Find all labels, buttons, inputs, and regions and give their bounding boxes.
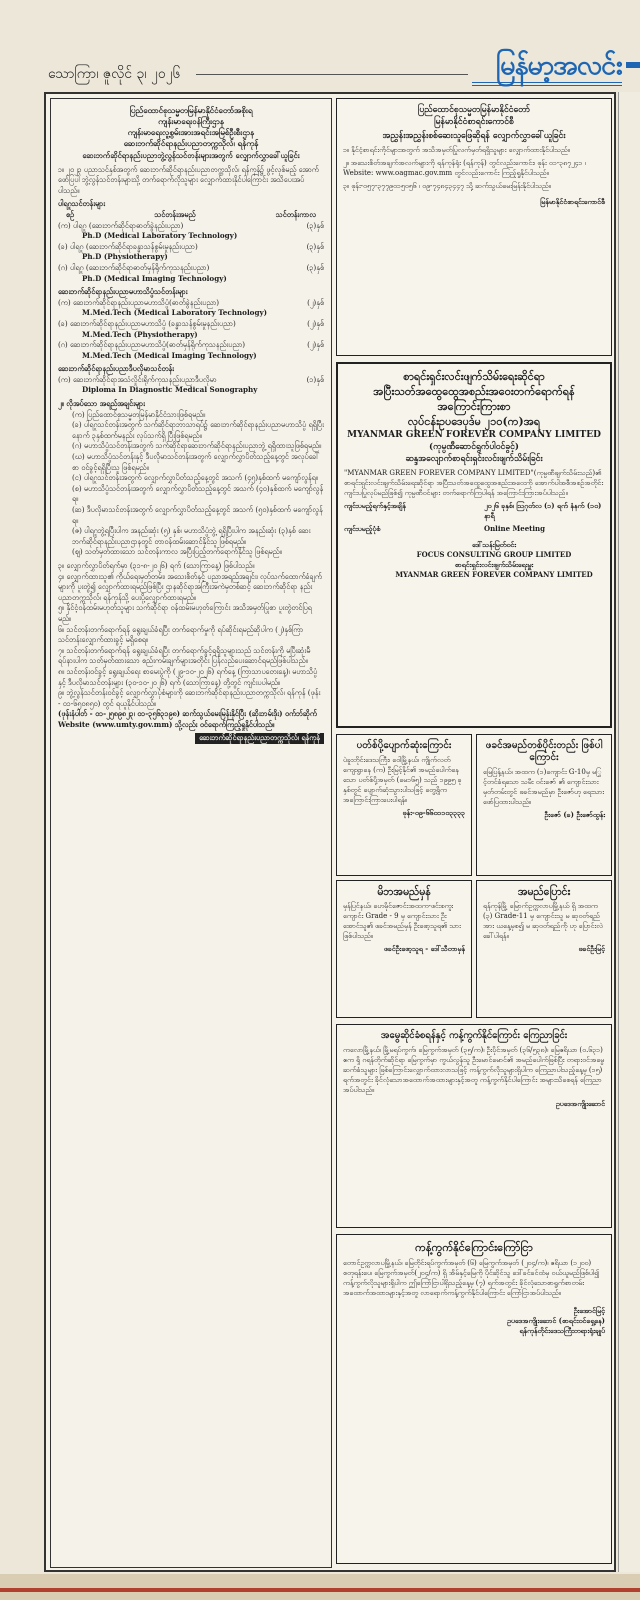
ad2-place-value: Online Meeting bbox=[484, 524, 546, 533]
ad6-signature: ဖခင်ဦးမြင့် bbox=[578, 944, 605, 953]
notice-heading: ဆေးဘက်ဆိုင်ရာနည်းပညာဘွဲ့လွန်သင်တန်းများအတွက် လျှောက်လွှာခေါ်ယူခြင်း bbox=[82, 151, 300, 160]
ad2-company: MYANMAR GREEN FOREVER COMPANY LIMITED bbox=[347, 430, 601, 440]
requirement-item: (စ) မဟာသိပ္ပံသင်တန်းအတွက် လျှောက်လွှာပိတ်သည့်နေ့တွင် အသက် (၄၀)နှစ်ထက် မကျော်လွန်ရ။ bbox=[72, 483, 324, 504]
ad3-body: ပဲခူးတိုင်းဒေသကြီး၊ ဝေါမြို့နယ်၊ ကျိုက်လတ်ကျေးရွာနေ (က) ဦးမြင့်နိုင်၏ အမည်ပေါက်နေသော ပတ်စ်ပို့အမှတ် (မေ၁၆၅) သည် ၁၉၉၅ ခုနှစ်တွင် ပျောက်ဆုံးသွားပါသဖြင့် တွေ့ရှိက အကြောင်းကြားပေးပါရန်။ bbox=[343, 756, 462, 804]
notice-item: ၄။ လျှောက်ထားသူ၏ ကိုယ်ရေးမှတ်တမ်း၊ အသေးစိတ်နှင့် ပညာအရည်အချင်း၊ လုပ်သက်ထောက်ခံချက်များကို ပူးတွဲ၍ လျှောက်ထားရမည်ဖြစ်ပြီး ဌာနဆိုင်ရာအကြီးအကဲမှတစ်ဆင့် ဆေးဘက်ဆိုင်ရာ နည်းပညာတက္ကသိုလ်၊ ရန်ကုန်သို့ ပေးပို့လျှောက်ထားရမည်။ bbox=[58, 571, 322, 602]
requirement-item: (ခ) ပါရဂူသင်တန်းအတွက် သက်ဆိုင်ရာဘာသာရပ်၌ ဆေးဘက်ဆိုင်ရာနည်းပညာမဟာသိပ္ပံ ရရှိပြီးနောက် ၃နှစ်ထက်မနည်း လုပ်သက်ရှိ ပြီးဖြစ်ရမည်။ bbox=[72, 420, 324, 440]
parent-name-ad bbox=[336, 880, 472, 1018]
course-english: M.Med.Tech (Medical Laboratory Technology) bbox=[82, 308, 268, 318]
header-rule bbox=[196, 74, 468, 75]
accounts-council-ad bbox=[336, 98, 612, 356]
phd-table-header bbox=[58, 210, 324, 221]
course-english: Ph.D (Physiotherapy) bbox=[82, 252, 168, 262]
ad2-line2: အပြီးသတ်အထွေထွေအစည်းအဝေးတက်ရောက်ရန် bbox=[373, 385, 575, 398]
th-duration: သင်တန်းကာလ bbox=[275, 209, 316, 219]
notice-signature: ဆေးဘက်ဆိုင်ရာနည်းပညာတက္ကသိုလ်၊ ရန်ကုန် bbox=[58, 733, 324, 744]
course-name: (က) ပါရဂူ (ဆေးဘက်ဆိုင်ရာဓာတ်ခွဲနည်းပညာ) bbox=[58, 220, 184, 230]
masthead-logo bbox=[472, 48, 622, 86]
requirement-item: (ဈ) သတ်မှတ်ထားသော သင်တန်းကာလ အပြီးပြည့်တက်ရောက်နိုင်သူ ဖြစ်ရမည်။ bbox=[72, 547, 282, 557]
course-duration: (၃)နှစ် bbox=[306, 262, 324, 272]
ad2-signature: ဒေါ်သန်းမြတ်ဝင်း FOCUS CONSULTING GROUP LIMITED စာရင်းရှင်းလင်းဖျက်သိမ်းရေးမှူး MYANMAR GREEN FOREVER COMPANY LIMITED bbox=[395, 540, 593, 579]
notice-item: ၇။ သင်တန်းတက်ရောက်ရန် ရွေးချယ်ခံရပြီး တက်ရောက်ခွင့်ရရှိသူများသည် သင်တန်းကို မပြီးဆုံးမီ ရပ်နားပါက သတ်မှတ်ထားသော စည်းကမ်းချက်များအတိုင်း ပြန်လည်ပေးဆောင်ရမည်ဖြစ်ပါသည်။ bbox=[58, 645, 311, 666]
ad1-org1: ပြည်ထောင်စုသမ္မတမြန်မာနိုင်ငံတော် bbox=[417, 105, 531, 115]
course-duration: (၂)နှစ် bbox=[307, 340, 324, 350]
phd-section-title: ပါရဂူသင်တန်းများ bbox=[58, 199, 106, 209]
requirement-item: (ဂ) မဟာသိပ္ပံသင်တန်းအတွက် သက်ဆိုင်ရာဆေးဘက်ဆိုင်ရာနည်းပညာဘွဲ့ ရရှိထားသူဖြစ်ရမည်။ bbox=[72, 441, 322, 451]
notice-item: ၃။ လျှောက်လွှာပိတ်ရက်မှာ (၃၁-၈-၂၀၂၆) ရက် (သောကြာနေ့) ဖြစ်ပါသည်။ bbox=[58, 560, 255, 570]
master-row bbox=[58, 340, 324, 361]
bottom-band bbox=[0, 1574, 640, 1600]
master-row bbox=[58, 298, 324, 319]
name-change-ad bbox=[476, 880, 612, 1018]
requirements-title: ၂။ လိုအပ်သော အရည်အချင်းများ bbox=[58, 399, 145, 409]
org-line-2: ကျန်းမာရေးဝန်ကြီးဌာန bbox=[158, 116, 224, 126]
notice-intro: ၁။ ၂၀၂၃ ပညာသင်နှစ်အတွက် ဆေးဘက်ဆိုင်ရာနည်းပညာတက္ကသိုလ်၊ ရန်ကုန်၌ ဖွင့်လှစ်မည့် အောက်ဖော်ပြပါ ဘွဲ့လွန်သင်တန်းများသို့ တက်ရောက်လိုသူများ လျှောက်ထားနိုင်ပါကြောင်း အသိပေးအပ်ပါသည်။ bbox=[58, 164, 319, 195]
course-name: (ဂ) ဆေးဘက်ဆိုင်ရာနည်းပညာမဟာသိပ္ပံ(ဓာတ်မှန်ရိုက်ကုသနည်းပညာ) bbox=[58, 340, 246, 350]
org-line-4: ဆေးဘက်ဆိုင်ရာနည်းပညာတက္ကသိုလ်၊ ရန်ကုန် bbox=[123, 138, 259, 148]
ad4-body: မြေပြန့်နယ်၊ အထက (၁)ကျောင်း G-10မှ မ​ြှင့်တင်ခံရသော သမီး ဝင်းဇော် ၏ ကျောင်းသားမှတ်တမ်းတွင် ဖခင်အမည်မှာ ဦးဇော်ဟု ရေးသားဖော်ပြထားပါသည်။ bbox=[483, 768, 605, 806]
course-name: (ခ) ပါရဂူ (ဆေးဘက်ဆိုင်ရာခန္ဓာသန်စွမ်းမှုနည်းပညာ) bbox=[58, 241, 198, 251]
liquidation-meeting-ad bbox=[336, 362, 612, 728]
master-section-title: ဆေးဘက်ဆိုင်ရာနည်းပညာမဟာသိပ္ပံသင်တန်းများ bbox=[58, 287, 188, 297]
th-name: သင်တန်းအမည် bbox=[154, 209, 196, 219]
ad2-line7: ဆန္ဒအလျောက်စာရင်းရှင်းလင်းဖျက်သိမ်းခြင်း bbox=[405, 454, 543, 464]
ad2-line3: အကြောင်းကြားစာ bbox=[437, 400, 511, 413]
ad2-date-label: ကျင်းပမည့်ရက်နှင့်အချိန် bbox=[344, 501, 406, 510]
notice-item: ၅။ နိုင်ငံ့ဝန်ထမ်းမဟုတ်သူများ သက်ဆိုင်ရာ ဝန်ထမ်းမဟုတ်ကြောင်း အသိအမှတ်ပြုစာ ပူးတွဲတင်ပြရမည်။ bbox=[58, 603, 312, 623]
ad6-title: အမည်ပြောင်း bbox=[517, 886, 571, 898]
requirement-item: (က) ပြည်ထောင်စုသမ္မတမြန်မာနိုင်ငံသားဖြစ်ရမည်။ bbox=[72, 409, 206, 419]
course-name: (က) ဆေးဘက်ဆိုင်ရာအသံလှိုင်းရိုက်ကုသနည်းပညာဒီပလိုမာ bbox=[58, 374, 217, 384]
course-duration: (၃)နှစ် bbox=[306, 220, 324, 230]
newspaper-page bbox=[44, 92, 616, 1572]
ad8-body: တောင်ဥက္ကလာပမြို့နယ်၊ မြေတိုင်းရပ်ကွက်အမှတ် (၆) မြေကွက်အမှတ် (၂၀၄/က)၊ ဧရိယာ (၁၂၀၀) စတုရန်းပေ၊ မြေကွက်အမှတ်(၂၀၄/က) ရှိ အိမ်နှင့်မြေကို ပိုင်ဆိုင်သူ ဒေါ်ခင်ခင်ထံမှ ဝယ်ယူမည်ဖြစ်ပါ၍ ကန့်ကွက်လိုသူများရှိပါက ဤကြော်ငြာပါရှိသည့်နေ့မှ (၇) ရက်အတွင်း ခိုင်လုံသောစာရွက်စာတမ်းအထောက်အထားများနှင့်အတူ လာရောက်ကန့်ကွက်နိုင်ပါကြောင်း ကြော်ငြာအပ်ပါသည်။ bbox=[343, 1259, 600, 1297]
ad5-signature: ဖခင်ဦးဖော့သူရ - ဒေါ်သီတာမှန် bbox=[383, 944, 465, 953]
th-no: စဉ် bbox=[66, 209, 75, 219]
ad2-line6: (ကုမ္ပဏီဆောင်ရွက်ပါဝင်ခွင့်) bbox=[429, 442, 519, 452]
course-english: M.Med.Tech (Physiotherapy) bbox=[82, 329, 198, 339]
org-line-1: ပြည်ထောင်စုသမ္မတမြန်မာနိုင်ငံတော်အစိုးရ bbox=[129, 105, 253, 115]
course-duration: (၂)နှစ် bbox=[307, 318, 324, 328]
objection-notice-ad bbox=[336, 1234, 612, 1564]
course-duration: (၃)နှစ် bbox=[306, 241, 324, 251]
ad1-title: အညွှန်းအညွှန်းစစ်ဆေးသူဖြေဆိုရန် လျှောက်လွှာခေါ်ယူခြင်း bbox=[382, 131, 566, 141]
course-duration: (၁)နှစ် bbox=[306, 374, 324, 384]
notice-contact: (ဖုန်းနံပါတ် - ၀၁-၂၅၈၉၈၂၃၊ ၀၁-၃၅၆၃၁၉၈) ဆက်သွယ်မေးမြန်းနိုင်ပြီး (ဆိုးဘမ်းဒိုး) ဝက်ဘ်ဆိုက် Website (www.umty.gov.mm) သို့လည်း ဝင်ရောက်ကြည့်ရှုနိုင်ပါသည်။ bbox=[58, 709, 317, 729]
ad1-para: ၃။ ဖုန်း-၀၅၇-၃၇၇၉၀၁၅၀၅၆ ၊ ၀၉-၇၄၈၄၃၄၄၇ သို့ ဆက်သွယ်မေးမြန်းနိုင်ပါသည်။ bbox=[343, 182, 551, 190]
date-line: သောကြာ၊ ဇူလိုင် ၃၊ ၂၀၂၆ bbox=[48, 66, 181, 82]
diploma-section-title: ဆေးဘက်ဆိုင်ရာနည်းပညာဒီပလိုမာသင်တန်း bbox=[58, 364, 174, 374]
ad4-signature: ဦးဇော် (ခ) ဦးဇော်ထွန်း bbox=[544, 810, 605, 819]
notice-org bbox=[58, 105, 324, 149]
ad2-place-row bbox=[344, 524, 604, 534]
course-english: Ph.D (Medical Imaging Technology) bbox=[82, 273, 227, 283]
phd-row bbox=[58, 242, 324, 263]
bottom-red-stripe bbox=[0, 1588, 640, 1592]
course-name: (က) ဆေးဘက်ဆိုင်ရာနည်းပညာမဟာသိပ္ပံ(ဓာတ်ခွဲနည်းပညာ) bbox=[58, 297, 220, 307]
ad6-body: ရန်ကုန်မြို့ မြောက်ဥက္ကလာပမြို့နယ် ရှိ အထက (၃) Grade-11 မှ ကျောင်းသူ မ ဆုဝတ်ရည် အား ယနေ့မှစ၍ မ ဆုဝတ်ရည်ကို ဟု ပြောင်းလဲခေါ်ပါရန်။ bbox=[483, 902, 603, 940]
ad1-signature: မြန်မာနိုင်ငံစာရင်းကောင်စီ bbox=[540, 197, 605, 206]
ad8-title: ကန့်ကွက်နိုင်ကြောင်းကြော်ငြာ bbox=[415, 1241, 533, 1254]
ad2-date-row bbox=[344, 501, 604, 521]
ad3-phone: ဖုန်း-၀၉-၆၆၀၁၁၀၃၃၃၃ bbox=[402, 808, 465, 817]
ad7-signature: ဥပဒေအကျိုးဆောင် bbox=[555, 1099, 605, 1108]
phd-row bbox=[58, 263, 324, 284]
phd-row bbox=[58, 221, 324, 242]
ad1-para: ၂။ အသေးစိတ်အချက်အလက်များကို ရန်ကုန်ရုံး (ရန်ကုန်) တွင်လည်းကောင်း၊ ဖုန်း ၀၁-၃၈၇၂၄၁ ၊ Website: www.oagmac.gov.mm တွင်လည်းကောင်း ကြည့်ရှုနိုင်ပါသည်။ bbox=[343, 159, 586, 177]
requirement-item: (ဆ) ဒီပလိုမာသင်တန်းအတွက် လျှောက်လွှာပိတ်သည့်နေ့တွင် အသက် (၅၀)နှစ်ထက် မကျော်လွန်ရ။ bbox=[72, 505, 323, 525]
requirement-item: (ဃ) မဟာသိပ္ပံသင်တန်းနှင့် ဒီပလိုမာသင်တန်းအတွက် လျှောက်လွှာပိတ်သည့်နေ့တွင် အလုပ်ခေါ်စာ ဝင်ခွင့်ရရှိပြီးသူ ဖြစ်ရမည်။ bbox=[72, 452, 320, 472]
ad7-title: အမွေဆိုင်ခံစရန်နှင့် ကန့်ကွက်နိုင်ကြောင်း ကြေညာခြင်း bbox=[380, 1030, 568, 1041]
notice-item: ၆။ သင်တန်းတက်ရောက်ရန် ရွေးချယ်ခံရပြီး တက်ရောက်မှုကို ရပ်ဆိုင်းရမည်ဆိုပါက (၂)နှစ်ကြာ သင်တန်းလျှောက်ထားခွင့် မရှိစေရ။ bbox=[58, 624, 304, 645]
ad2-place-label: ကျင်းပမည့်ပုံစံ bbox=[344, 524, 381, 533]
ad1-org2: မြန်မာနိုင်ငံစာရင်းကောင်စီ bbox=[434, 117, 514, 127]
course-duration: (၂)နှစ် bbox=[307, 297, 324, 307]
notice-item: ၉။ ဘွဲ့လွန်သင်တန်းဝင်ခွင့် လျှောက်လွှာပုံစံများကို ဆေးဘက်ဆိုင်ရာနည်းပညာတက္ကသိုလ်၊ ရန်ကုန် (ဖုန်း - ၀၁-၆၅၀၈၅၀) တွင် ရယူနိုင်ပါသည်။ bbox=[58, 688, 321, 708]
ad2-line4: လုပ်ငန်းဥပဒေပုဒ်မ ၂၁၀(က)အရ bbox=[407, 415, 541, 428]
diploma-row bbox=[58, 375, 324, 396]
masthead-strip bbox=[626, 62, 640, 68]
course-english: M.Med.Tech (Medical Imaging Technology) bbox=[82, 350, 257, 360]
university-notice bbox=[50, 98, 332, 1568]
ad2-date-value: ၂၀၂၆ ခုနှစ်၊ ဩဂုတ်လ (၁) ရက် နံနက် (၁၀) နာရီ bbox=[484, 501, 602, 520]
notice-item: ၈။ သင်တန်းဝင်ခွင့် ရွေးချယ်ရေး စာမေးပွဲကို (၂၉-၁၀-၂၀၂၆) ရက်နေ့ (ကြာသာပတေးနေ့)၊ မဟာသိပ္ပံနှင့် ဒီပလိုမာသင်တန်းများ (၃၀-၁၀-၂၀၂၆) ရက် (သောကြာနေ့) တို့တွင် ကျင်းပပါမည်။ bbox=[58, 666, 318, 687]
requirement-item: (င) ပါရဂူသင်တန်းအတွက် လျှောက်လွှာပိတ်သည့်နေ့တွင် အသက် (၄၅)နှစ်ထက် မကျော်လွန်ရ။ bbox=[72, 473, 318, 483]
ad8-signature: ဦးအောင်မြင့် ဥပဒေအကျိုးဆောင် (စာရင်းဝင်ရှေ့နေ) ရန်ကုန်တိုင်းဒေသကြီးတရားရုံးချုပ် bbox=[506, 1306, 605, 1335]
requirement-item: (ဇ) ပါရဂူဘွဲ့ရပြီးပါက အနည်းဆုံး (၅) နှစ်၊ မဟာသိပ္ပံဘွဲ့ ရရှိပြီးပါက အနည်းဆုံး (၃)နှစ် ဆေးဘက်ဆိုင်ရာနည်းပညာဌာနတွင် တာဝန်ထမ်းဆောင်နိုင်သူ ဖြစ်ရမည်။ bbox=[72, 526, 311, 546]
org-line-3: ကျန်းမာရေးလူ့စွမ်းအားအရင်းအမြစ်ဦးစီးဌာန bbox=[127, 127, 255, 137]
course-name: (ခ) ဆေးဘက်ဆိုင်ရာနည်းပညာမဟာသိပ္ပံ (ခန္ဓာသန်စွမ်းမှုနည်းပညာ) bbox=[58, 318, 236, 328]
course-name: (ဂ) ပါရဂူ (ဆေးဘက်ဆိုင်ရာဓာတ်မှန်ရိုက်ကုသနည်းပညာ) bbox=[58, 262, 210, 272]
ad1-para: ၁။ နိုင်ငံ့စာရင်းကိုင်များအတွက် အသိအမှတ်ပြုလက်မှတ်ရရှိသူများ လျှောက်ထားနိုင်ပါသည်။ bbox=[343, 146, 570, 154]
ad5-body: မှန်ပြင်နယ်၊ ဟေမိုင်ဇောင်းအထက-ဖင်းစကူးကျောင်း Grade - 9 မှ ကျောင်းသား ဦးအောင်သူ၏ ဖခင်အမည်မှန် ဦးဖော့သူရ၏ သား ဖြစ်ပါသည်။ bbox=[343, 902, 461, 940]
right-column bbox=[336, 98, 612, 1568]
course-english: Diploma In Diagnostic Medical Sonography bbox=[82, 385, 258, 395]
father-name-ad bbox=[476, 734, 612, 876]
inheritance-objection-ad bbox=[336, 1024, 612, 1228]
ad3-title: ပတ်စ်ပို့ပျောက်ဆုံးကြောင်း bbox=[356, 740, 452, 751]
ad2-line1: စာရင်းရှင်းလင်းဖျက်သိမ်းရေးဆိုင်ရာ bbox=[403, 370, 545, 383]
ad5-title: မိဘအမည်မှန် bbox=[377, 886, 431, 898]
ad2-body: "MYANMAR GREEN FOREVER COMPANY LIMITED"(ကုမ္ပဏီဖျက်သိမ်းသည်)၏ စာရင်းရှင်းလင်းဖျက်သိမ်းရေးဆိုင်ရာ အပြီးသတ်အထွေထွေအစည်းအဝေးကို အောက်ပါအစီအစဉ်အတိုင်း ကျင်းပပြုလုပ်မည်ဖြစ်၍ ကုမ္ပဏီဝင်များ တက်ရောက်ကြပါရန် အကြောင်းကြားအပ်ပါသည်။ bbox=[344, 469, 604, 497]
right-edge-column bbox=[618, 92, 640, 1572]
ad4-title: ဖခင်အမည်တစ်ပိုင်းတည်း ဖြစ်ပါကြောင်း bbox=[485, 740, 603, 763]
lost-passport-ad bbox=[336, 734, 472, 876]
course-english: Ph.D (Medical Laboratory Technology) bbox=[82, 231, 238, 241]
masthead-title: မြန်မာ့အလင်း bbox=[495, 50, 622, 81]
master-row bbox=[58, 319, 324, 340]
ad7-body: ကလောမြို့နယ်၊ မြို့မရပ်ကွက်၊ မြေကွက်အမှတ် (၃၅/က)၊ ဦးပိုင်အမှတ် (၃၆/၅၃၈)၊ မြေဧရိယာ (၀.၆၃၁) ဧက ရှိ ဂရန်တိုက်ဆိုင်ရာ မြေကွက်မှာ ကွယ်လွန်သူ ဦးမောင်မောင်၏ အမည်ပေါက်ဖြစ်ပြီး တရားဝင်အမွေဆက်ခံသူများ ဖြစ်ကြောင်းလျှောက်ထားလာသဖြင့် ကန့်ကွက်လိုသူများရှိပါက ကြေညာပါသည့်နေ့မှ (၁၅) ရက်အတွင်း ခိုင်လုံသောအထောက်အထားများနှင့်အတူ ကန့်ကွက်နိုင်ပါကြောင်း အများသိစေရန် ကြေညာအပ်ပါသည်။ bbox=[343, 1046, 605, 1094]
